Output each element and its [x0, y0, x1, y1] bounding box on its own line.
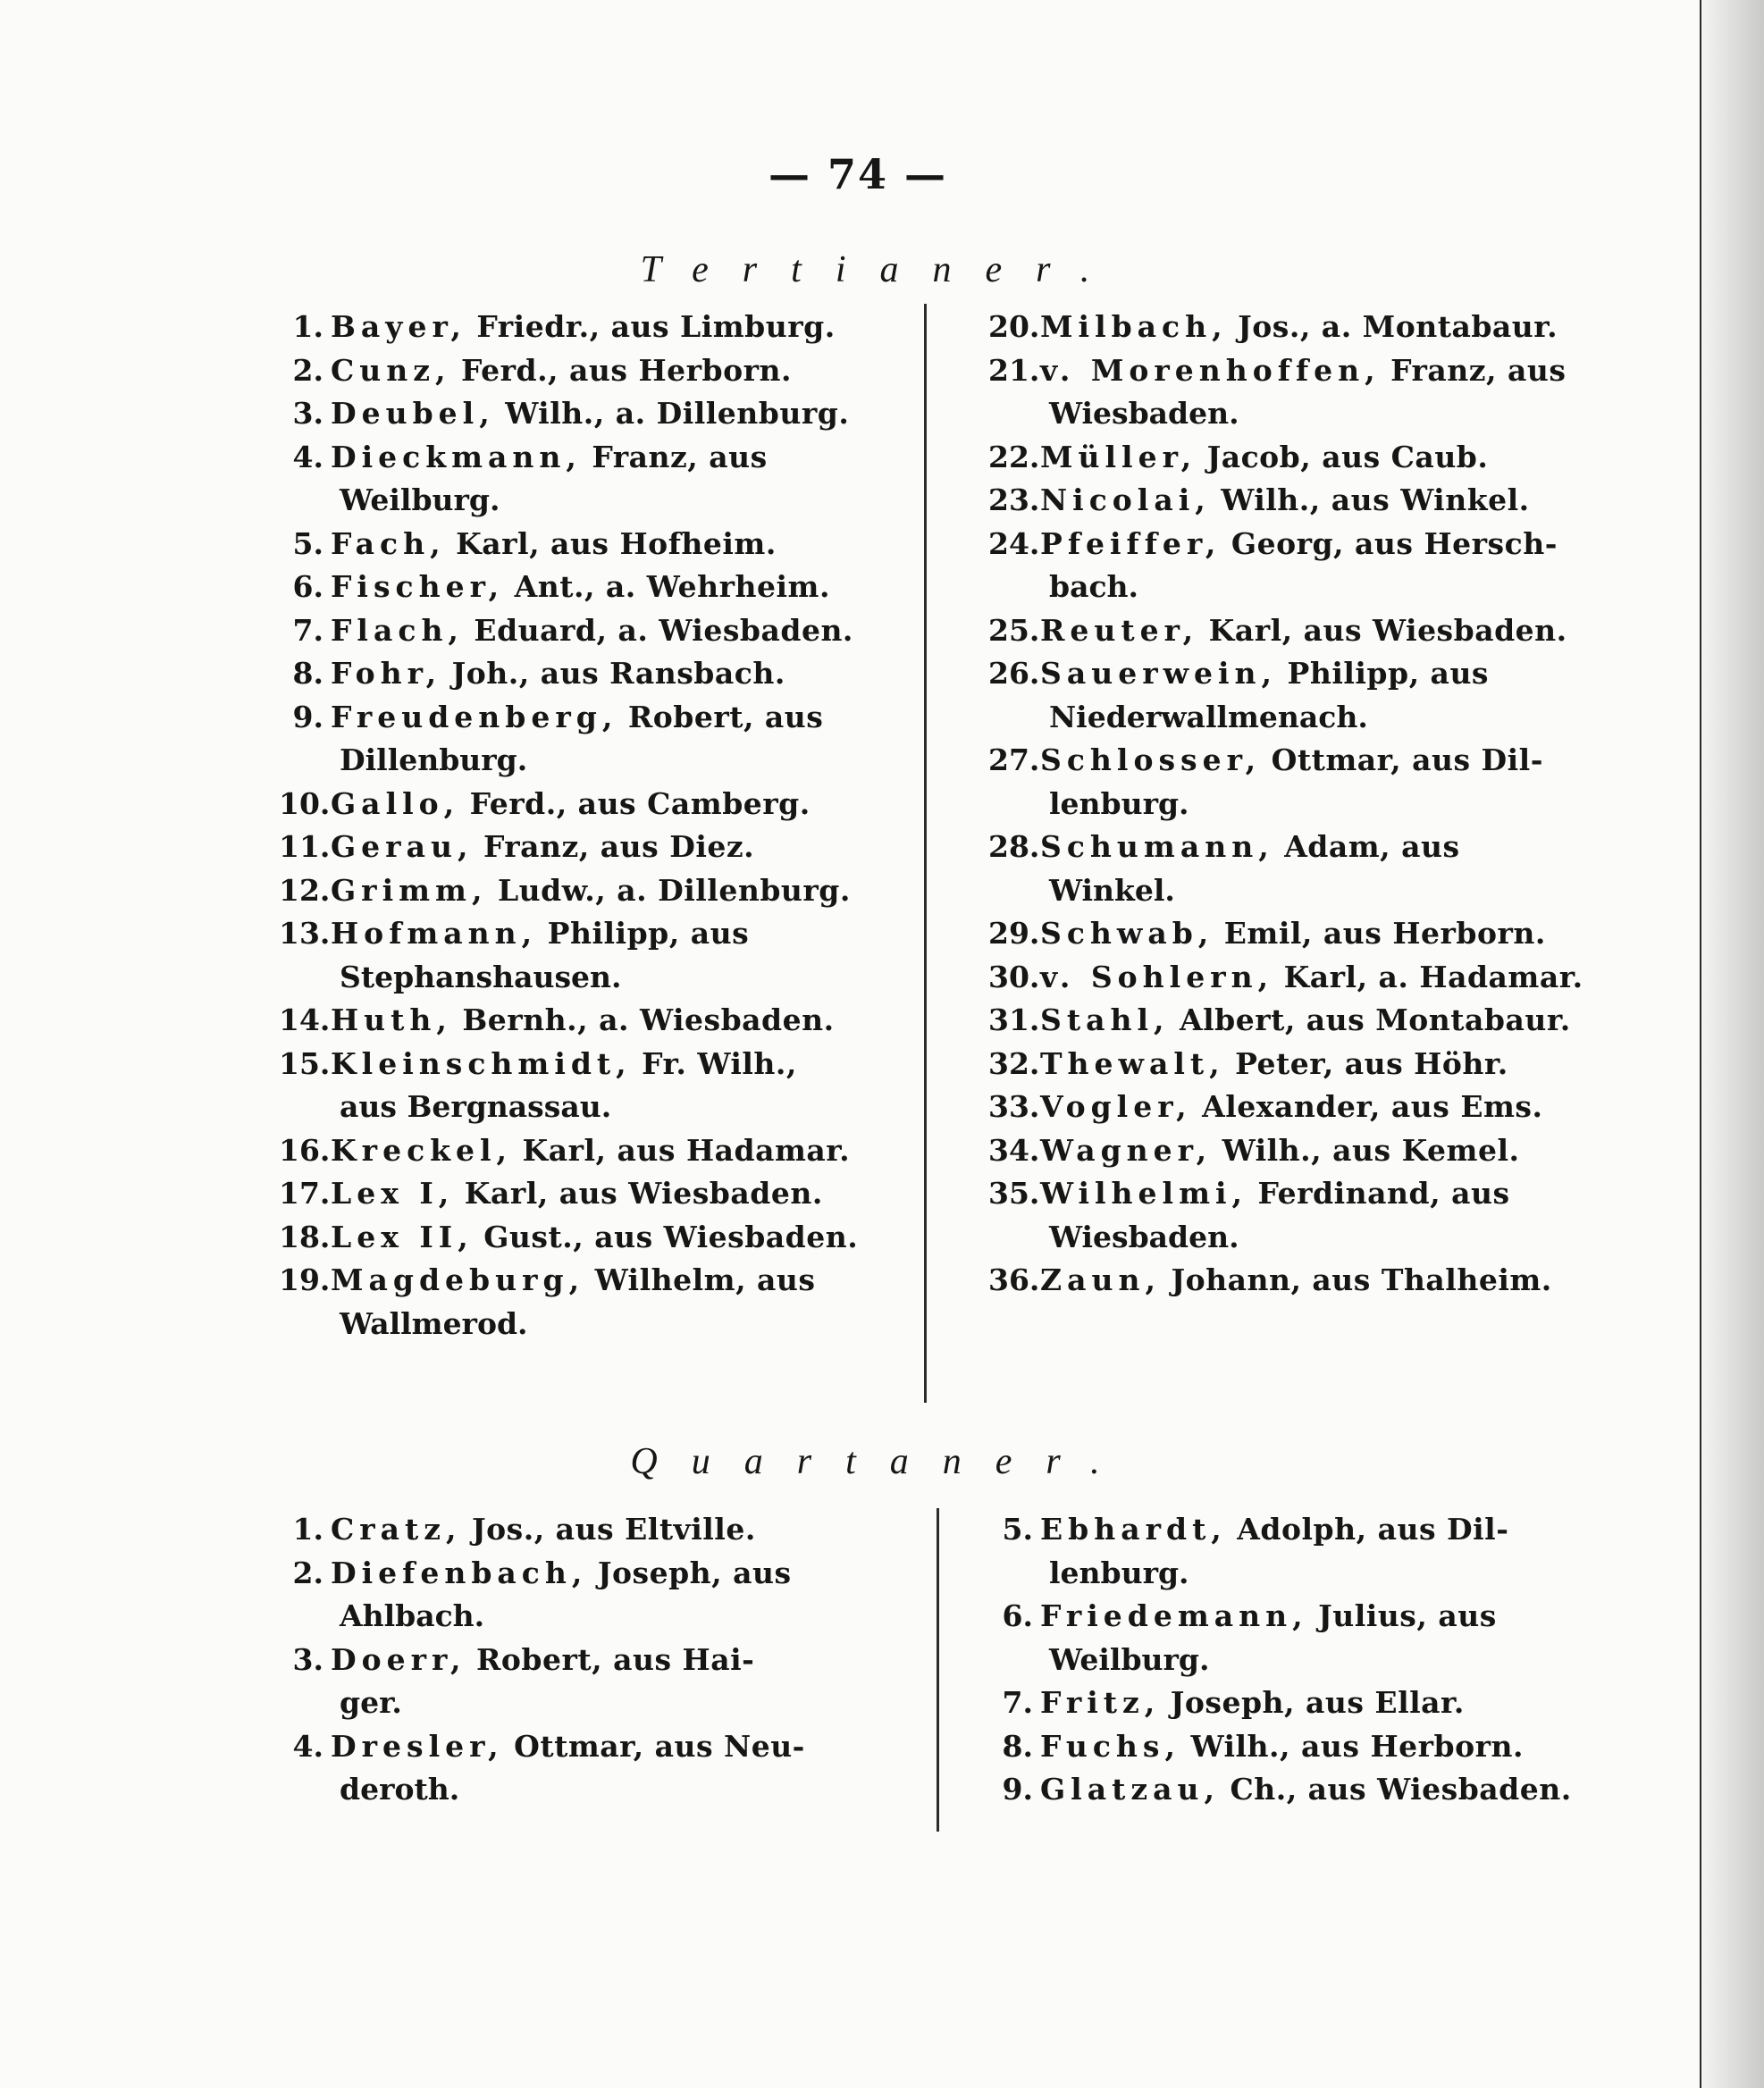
- entry-details: Ferd., aus Camberg.: [469, 785, 811, 821]
- entry-number: 9.: [292, 699, 323, 734]
- list-item: [279, 1216, 904, 1260]
- entry-details: Peter, aus Höhr.: [1235, 1045, 1508, 1081]
- entry-surname: Milbach,: [1040, 309, 1228, 344]
- entry-details: Georg, aus Hersch-: [1231, 525, 1558, 561]
- entry-number: 3.: [292, 1641, 323, 1677]
- entry-surname: Wilhelmi,: [1040, 1176, 1248, 1211]
- entry-details: Johann, aus Thalheim.: [1171, 1262, 1552, 1297]
- entry-surname: Lex II,: [331, 1219, 474, 1254]
- entry-details: Adam, aus: [1284, 829, 1460, 864]
- entry-surname: Müller,: [1040, 439, 1197, 474]
- entry-details: Robert, aus Hai-: [475, 1641, 755, 1677]
- list-item: [279, 912, 904, 999]
- entry-surname: Gerau,: [331, 829, 474, 864]
- list-item: [988, 1768, 1596, 1812]
- entry-details: Ch., aus Wiesbaden.: [1230, 1772, 1572, 1807]
- entry-continuation: lenburg.: [1049, 785, 1189, 821]
- tertianer-right-column: [988, 306, 1596, 1303]
- entry-details: Karl, aus Wiesbaden.: [1208, 612, 1567, 648]
- list-item: [988, 1086, 1596, 1129]
- entry-number: 6.: [1002, 1598, 1033, 1633]
- entry-surname: Schlosser,: [1040, 742, 1262, 777]
- entry-surname: Grimm,: [331, 872, 488, 908]
- entry-surname: v. Morenhoffen,: [1040, 352, 1381, 388]
- list-item: [988, 912, 1596, 956]
- entry-continuation: Winkel.: [1049, 872, 1175, 908]
- entry-details: Ferd., aus Herborn.: [460, 352, 792, 388]
- entry-details: Franz, aus Diez.: [483, 829, 755, 864]
- page-edge: [1700, 0, 1764, 2088]
- entry-details: Karl, aus Hofheim.: [456, 525, 777, 561]
- entry-surname: Magdeburg,: [331, 1262, 585, 1297]
- list-item: [279, 306, 904, 349]
- entry-surname: Fritz,: [1040, 1685, 1161, 1720]
- list-item: [988, 1508, 1596, 1595]
- quartaner-left-column: [279, 1508, 904, 1812]
- list-item: [279, 1259, 904, 1346]
- list-item: [988, 826, 1596, 912]
- entry-continuation: Dillenburg.: [340, 742, 528, 777]
- entry-surname: Bayer,: [331, 309, 466, 344]
- entry-surname: Kreckel,: [331, 1132, 513, 1168]
- entry-number: 11.: [279, 829, 331, 864]
- entry-details: Ottmar, aus Dil-: [1271, 742, 1543, 777]
- list-item: [279, 696, 904, 783]
- list-item: [988, 349, 1596, 436]
- entry-continuation: aus Bergnassau.: [340, 1089, 612, 1124]
- list-item: [279, 566, 904, 609]
- entry-continuation: Wiesbaden.: [1049, 1219, 1239, 1254]
- list-item: [279, 523, 904, 566]
- entry-number: 27.: [988, 742, 1040, 777]
- entry-number: 5.: [1002, 1512, 1033, 1547]
- column-divider-2: [937, 1508, 939, 1832]
- entry-number: 14.: [279, 1002, 331, 1037]
- entry-surname: Vogler,: [1040, 1089, 1192, 1124]
- entry-number: 35.: [988, 1176, 1040, 1211]
- entry-details: Karl, aus Hadamar.: [522, 1132, 851, 1168]
- entry-details: Eduard, a. Wiesbaden.: [474, 612, 853, 648]
- list-item: [988, 999, 1596, 1043]
- entry-continuation: Weilburg.: [1049, 1641, 1210, 1677]
- list-item: [988, 652, 1596, 739]
- entry-continuation: ger.: [340, 1685, 402, 1720]
- entry-number: 7.: [292, 612, 323, 648]
- list-item: [279, 392, 904, 436]
- entry-surname: Kleinschmidt,: [331, 1045, 632, 1081]
- entry-number: 9.: [1002, 1772, 1033, 1807]
- entry-number: 22.: [988, 439, 1040, 474]
- list-item: [279, 349, 904, 393]
- list-item: [279, 999, 904, 1043]
- entry-surname: Fach,: [331, 525, 446, 561]
- entry-surname: Reuter,: [1040, 612, 1199, 648]
- entry-details: Jos., aus Eltville.: [472, 1512, 756, 1547]
- list-item: [279, 1508, 904, 1552]
- entry-number: 29.: [988, 916, 1040, 951]
- list-item: [279, 652, 904, 696]
- entry-surname: Stahl,: [1040, 1002, 1170, 1037]
- entry-number: 12.: [279, 872, 331, 908]
- list-item: [988, 1043, 1596, 1086]
- entry-number: 23.: [988, 482, 1040, 517]
- entry-details: Friedr., aus Limburg.: [476, 309, 836, 344]
- entry-number: 19.: [279, 1262, 331, 1297]
- list-item: [279, 1725, 904, 1812]
- column-divider: [924, 304, 927, 1403]
- list-item: [279, 436, 904, 523]
- list-item: [279, 783, 904, 826]
- list-item: [988, 609, 1596, 653]
- entry-surname: Lex I,: [331, 1176, 455, 1211]
- entry-number: 7.: [1002, 1685, 1033, 1720]
- entry-details: Karl, a. Hadamar.: [1283, 959, 1583, 994]
- entry-surname: Hofmann,: [331, 916, 538, 951]
- section-heading-tertianer: Tertianer.: [640, 249, 1124, 290]
- entry-number: 20.: [988, 309, 1040, 344]
- section-heading-quartaner: Quartaner.: [630, 1441, 1134, 1482]
- entry-details: Joh., aus Ransbach.: [451, 656, 785, 691]
- entry-details: Gust., aus Wiesbaden.: [483, 1219, 859, 1254]
- entry-continuation: Ahlbach.: [340, 1598, 485, 1633]
- list-item: [279, 826, 904, 869]
- entry-continuation: Niederwallmenach.: [1049, 699, 1368, 734]
- entry-surname: Diefenbach,: [331, 1555, 588, 1590]
- entry-details: Ottmar, aus Neu-: [514, 1728, 805, 1764]
- entry-surname: Deubel,: [331, 396, 495, 431]
- entry-number: 18.: [279, 1219, 331, 1254]
- entry-details: Fr. Wilh.,: [642, 1045, 797, 1081]
- list-item: [279, 869, 904, 913]
- entry-number: 28.: [988, 829, 1040, 864]
- entry-number: 25.: [988, 612, 1040, 648]
- entry-number: 15.: [279, 1045, 331, 1081]
- entry-details: Alexander, aus Ems.: [1202, 1089, 1543, 1124]
- entry-surname: Wagner,: [1040, 1132, 1213, 1168]
- entry-details: Wilh., aus Kemel.: [1222, 1132, 1520, 1168]
- entry-number: 36.: [988, 1262, 1040, 1297]
- entry-surname: Nicolai,: [1040, 482, 1211, 517]
- entry-details: Jacob, aus Caub.: [1206, 439, 1489, 474]
- entry-surname: Pfeiffer,: [1040, 525, 1222, 561]
- entry-surname: Cratz,: [331, 1512, 462, 1547]
- list-item: [988, 479, 1596, 523]
- entry-number: 8.: [292, 656, 323, 691]
- entry-continuation: bach.: [1049, 569, 1139, 604]
- entry-number: 26.: [988, 656, 1040, 691]
- entry-number: 24.: [988, 525, 1040, 561]
- entry-surname: Fuchs,: [1040, 1728, 1180, 1764]
- entry-details: Philipp, aus: [547, 916, 750, 951]
- entry-surname: Cunz,: [331, 352, 451, 388]
- entry-details: Robert, aus: [627, 699, 824, 734]
- entry-number: 31.: [988, 1002, 1040, 1037]
- entry-number: 32.: [988, 1045, 1040, 1081]
- entry-details: Albert, aus Montabaur.: [1179, 1002, 1571, 1037]
- entry-surname: Friedemann,: [1040, 1598, 1308, 1633]
- entry-number: 17.: [279, 1176, 331, 1211]
- list-item: [279, 1043, 904, 1129]
- list-item: [988, 1172, 1596, 1259]
- list-item: [988, 1681, 1596, 1725]
- entry-number: 21.: [988, 352, 1040, 388]
- entry-details: Adolph, aus Dil-: [1237, 1512, 1509, 1547]
- list-item: [988, 436, 1596, 480]
- tertianer-left-column: [279, 306, 904, 1346]
- entry-details: Jos., a. Montabaur.: [1238, 309, 1558, 344]
- entry-number: 2.: [292, 352, 323, 388]
- entry-surname: Gallo,: [331, 785, 460, 821]
- entry-number: 1.: [292, 309, 323, 344]
- list-item: [279, 1172, 904, 1216]
- entry-number: 16.: [279, 1132, 331, 1168]
- entry-details: Wilh., a. Dillenburg.: [505, 396, 850, 431]
- entry-continuation: lenburg.: [1049, 1555, 1189, 1590]
- entry-number: 10.: [279, 785, 331, 821]
- entry-surname: v. Sohlern,: [1040, 959, 1274, 994]
- entry-surname: Flach,: [331, 612, 464, 648]
- entry-number: 1.: [292, 1512, 323, 1547]
- entry-surname: Dieckmann,: [331, 439, 582, 474]
- entry-surname: Zaun,: [1040, 1262, 1161, 1297]
- entry-surname: Schwab,: [1040, 916, 1214, 951]
- list-item: [988, 739, 1596, 826]
- list-item: [279, 1639, 904, 1725]
- entry-details: Wilh., aus Herborn.: [1190, 1728, 1524, 1764]
- entry-number: 33.: [988, 1089, 1040, 1124]
- entry-continuation: Wallmerod.: [340, 1305, 528, 1341]
- quartaner-right-column: [988, 1508, 1596, 1812]
- entry-number: 4.: [292, 439, 323, 474]
- entry-surname: Fohr,: [331, 656, 442, 691]
- entry-surname: Glatzau,: [1040, 1772, 1220, 1807]
- entry-surname: Huth,: [331, 1002, 452, 1037]
- entry-surname: Schumann,: [1040, 829, 1274, 864]
- page-number: — 74 —: [769, 150, 948, 198]
- entry-number: 3.: [292, 396, 323, 431]
- list-item: [279, 1552, 904, 1639]
- entry-surname: Ebhardt,: [1040, 1512, 1227, 1547]
- list-item: [279, 1129, 904, 1173]
- entry-details: Wilh., aus Winkel.: [1221, 482, 1530, 517]
- entry-continuation: Stephanshausen.: [340, 959, 622, 994]
- entry-surname: Sauerwein,: [1040, 656, 1278, 691]
- list-item: [988, 1725, 1596, 1769]
- entry-surname: Thewalt,: [1040, 1045, 1225, 1081]
- entry-details: Bernh., a. Wiesbaden.: [462, 1002, 835, 1037]
- entry-details: Franz, aus: [1390, 352, 1567, 388]
- list-item: [988, 1129, 1596, 1173]
- entry-number: 4.: [292, 1728, 323, 1764]
- entry-details: Karl, aus Wiesbaden.: [464, 1176, 823, 1211]
- entry-details: Ludw., a. Dillenburg.: [497, 872, 851, 908]
- entry-details: Joseph, aus Ellar.: [1170, 1685, 1465, 1720]
- entry-details: Wilhelm, aus: [594, 1262, 816, 1297]
- list-item: [988, 956, 1596, 1000]
- entry-number: 2.: [292, 1555, 323, 1590]
- list-item: [988, 306, 1596, 349]
- entry-details: Ferdinand, aus: [1257, 1176, 1510, 1211]
- entry-details: Julius, aus: [1318, 1598, 1497, 1633]
- entry-details: Ant., a. Wehrheim.: [514, 569, 830, 604]
- entry-continuation: Wiesbaden.: [1049, 396, 1239, 431]
- entry-surname: Dresler,: [331, 1728, 504, 1764]
- entry-number: 30.: [988, 959, 1040, 994]
- entry-number: 8.: [1002, 1728, 1033, 1764]
- entry-details: Emil, aus Herborn.: [1223, 916, 1546, 951]
- list-item: [279, 609, 904, 653]
- list-item: [988, 1595, 1596, 1681]
- entry-continuation: deroth.: [340, 1772, 460, 1807]
- entry-surname: Doerr,: [331, 1641, 466, 1677]
- entry-surname: Fischer,: [331, 569, 505, 604]
- entry-details: Joseph, aus: [597, 1555, 792, 1590]
- entry-number: 5.: [292, 525, 323, 561]
- list-item: [988, 1259, 1596, 1303]
- list-item: [988, 523, 1596, 609]
- entry-number: 6.: [292, 569, 323, 604]
- entry-details: Franz, aus: [592, 439, 768, 474]
- entry-continuation: Weilburg.: [340, 482, 500, 517]
- entry-surname: Freudenberg,: [331, 699, 618, 734]
- entry-number: 13.: [279, 916, 331, 951]
- entry-details: Philipp, aus: [1287, 656, 1490, 691]
- entry-number: 34.: [988, 1132, 1040, 1168]
